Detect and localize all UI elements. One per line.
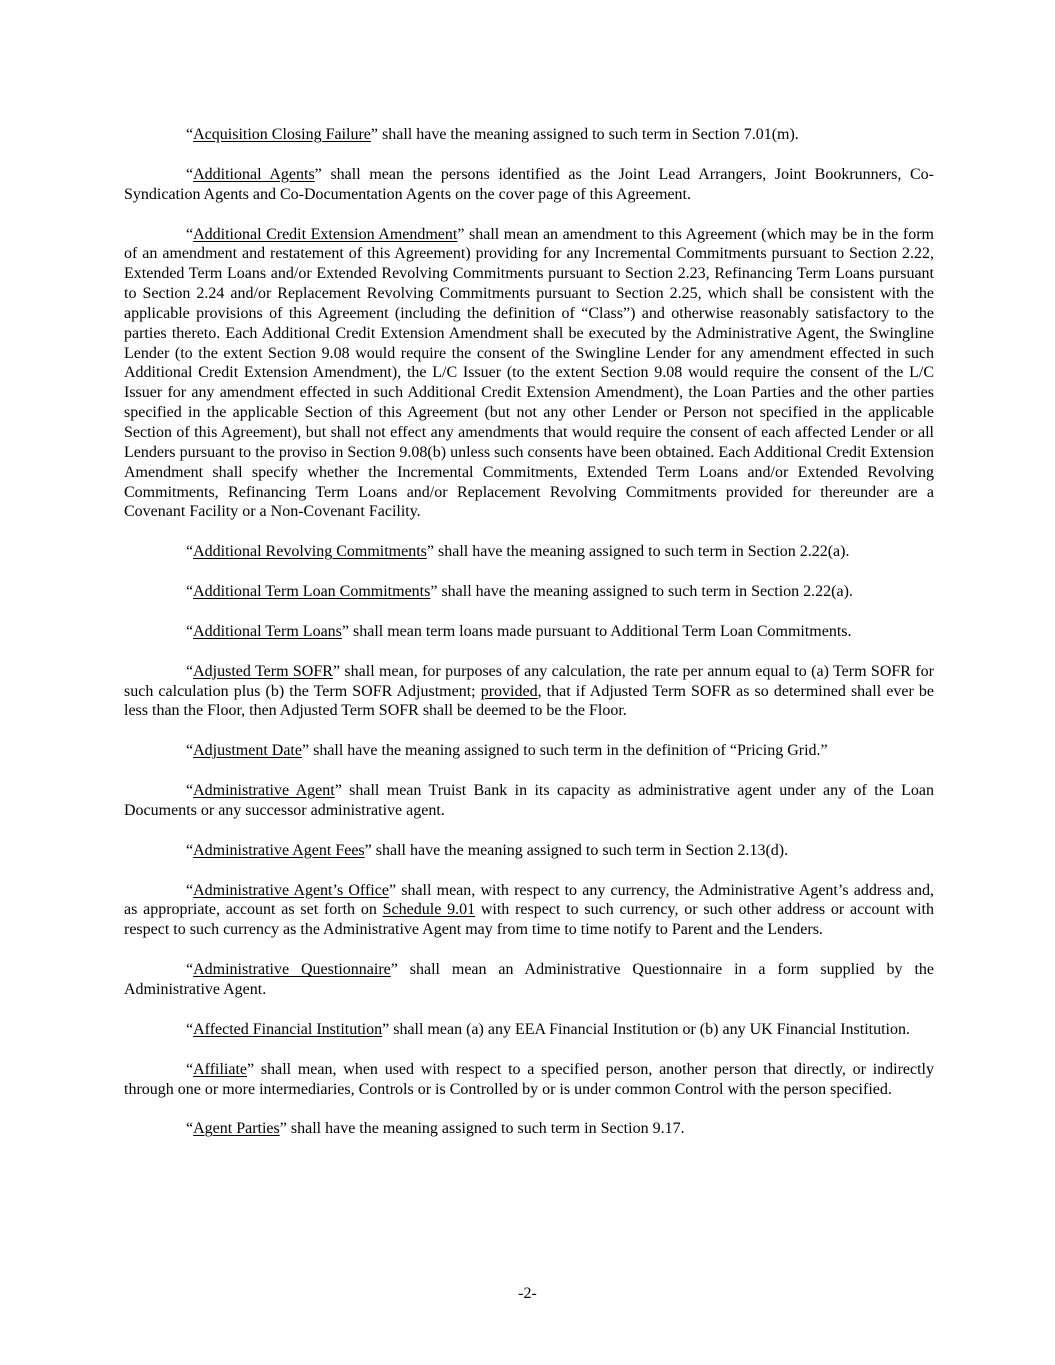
- open-quote: “: [186, 662, 194, 680]
- definition-text: ” shall mean, for purposes of any calculation, the rate per annum equal to (a) Term SOFR for such calculation plus (b) the Term SOFR Adjustment;: [124, 662, 934, 700]
- definition-text: ” shall mean an Administrative Questionnaire in a form supplied by the Administrative Agent.: [124, 961, 934, 998]
- definition-text: ” shall mean, with respect to any currency, the Administrative Agent’s address and, as appropriate, account as set forth on: [124, 881, 934, 919]
- open-quote: “: [186, 583, 194, 601]
- definitions-list: [124, 125, 934, 1139]
- defined-term: Additional Revolving Commitments: [193, 543, 427, 561]
- open-quote: “: [186, 782, 194, 800]
- definition-text: ” shall mean the persons identified as the Joint Lead Arrangers, Joint Bookrunners, Co-Syndication Agents and Co-Documentation Agents on the cover page of this Agreement.: [124, 165, 934, 203]
- defined-term: Agent Parties: [193, 1120, 280, 1138]
- definition-agent-parties: [124, 1119, 934, 1139]
- definition-text: ” shall mean term loans made pursuant to Additional Term Loan Commitments.: [341, 622, 852, 640]
- definition-text-continued: with respect to such currency, or such other address or account with respect to such currency as the Administrative Agent may from time to time notify to Parent and the Lenders.: [124, 901, 934, 939]
- defined-term: Administrative Questionnaire: [193, 961, 391, 979]
- definition-text: ” shall have the meaning assigned to such term in Section 7.01(m).: [370, 126, 799, 143]
- definition-text: ” shall mean (a) any EEA Financial Institution or (b) any UK Financial Institution.: [382, 1020, 910, 1038]
- open-quote: “: [186, 165, 194, 183]
- definition-administrative-agent: [124, 781, 934, 821]
- definition-text-continued: , that if Adjusted Term SOFR as so determined shall ever be less than the Floor, then Adjusted Term SOFR shall be deemed to be the Floor.: [124, 682, 934, 720]
- definition-additional-term-loan-commitments: [124, 582, 934, 602]
- definition-affected-financial-institution: [124, 1020, 934, 1040]
- defined-term: Affected Financial Institution: [193, 1020, 383, 1038]
- open-quote: “: [186, 961, 194, 979]
- defined-term: Additional Term Loans: [193, 622, 342, 640]
- defined-term: Affiliate: [193, 1060, 248, 1078]
- open-quote: “: [186, 1120, 194, 1138]
- defined-term: Adjusted Term SOFR: [193, 662, 333, 680]
- definition-additional-agents: [124, 165, 934, 205]
- definition-affiliate: [124, 1060, 934, 1100]
- defined-term: Acquisition Closing Failure: [193, 126, 371, 143]
- defined-term: Additional Term Loan Commitments: [193, 583, 431, 601]
- defined-term: Administrative Agent’s Office: [193, 881, 389, 899]
- definition-text: ” shall have the meaning assigned to such term in the definition of “Pricing Grid.”: [301, 742, 828, 760]
- defined-term: Adjustment Date: [193, 742, 302, 760]
- open-quote: “: [186, 841, 194, 859]
- defined-term: Additional Credit Extension Amendment: [193, 225, 458, 243]
- definition-administrative-agents-office: [124, 881, 934, 941]
- open-quote: “: [186, 543, 194, 561]
- defined-term: Administrative Agent Fees: [193, 841, 365, 859]
- open-quote: “: [186, 126, 194, 143]
- definition-text: ” shall mean, when used with respect to a specified person, another person that directly, or indirectly through one or more intermediaries, Controls or is Controlled by or is under common Control with the person specified.: [124, 1060, 934, 1098]
- definition-text: ” shall have the meaning assigned to such term in Section 9.17.: [279, 1120, 685, 1138]
- defined-term: Administrative Agent: [193, 782, 335, 800]
- open-quote: “: [186, 1060, 194, 1078]
- definition-administrative-agent-fees: [124, 841, 934, 861]
- open-quote: “: [186, 622, 194, 640]
- definition-adjustment-date: [124, 741, 934, 761]
- definition-acquisition-closing-failure: [124, 125, 934, 145]
- schedule-reference: Schedule 9.01: [382, 901, 476, 919]
- page-number: -2-: [518, 1285, 537, 1302]
- open-quote: “: [186, 1020, 194, 1038]
- definition-administrative-questionnaire: [124, 960, 934, 1000]
- underlined-word: provided: [480, 682, 538, 700]
- definition-text: ” shall have the meaning assigned to such term in Section 2.22(a).: [426, 543, 850, 561]
- open-quote: “: [186, 881, 194, 899]
- definition-text: ” shall mean an amendment to this Agreement (which may be in the form of an amendment and restatement of this Agreement) providing for any Incremental Commitments pursuant to Section 2.22, Extended Term Loans and/or Extended Revolving Commitments pursuant to Section 2.23, Refinancing Term Loans pursuant to Section 2.24 and/or Replacement Revolving Commitments pursuant to Section 2.25, which shall be consistent with the applicable provisions of this Agreement (including the definition of “Class”) and otherwise reasonably satisfactory to the parties thereto. Each Additional Credit Extension Amendment shall be executed by the Administrative Agent, the Swingline Lender (to the extent Section 9.08 would require the consent of the Swingline Lender for any amendment effected in such Additional Credit Extension Amendment), the L/C Issuer (to the extent Section 9.08 would require the consent of the L/C Issuer for any amendment effected in such Additional Credit Extension Amendment), the Loan Parties and the other parties specified in the applicable Section of this Agreement (but not any other Lender or Person not specified in the applicable Section of this Agreement), but shall not effect any amendments that would require the consent of each affected Lender or all Lenders pursuant to the proviso in Section 9.08(b) unless such consents have been obtained. Each Additional Credit Extension Amendment shall specify whether the Incremental Commitments, Extended Term Loans and/or Extended Revolving Commitments, Refinancing Term Loans and/or Replacement Revolving Commitments provided for thereunder are a Covenant Facility or a Non-Covenant Facility.: [124, 225, 934, 521]
- open-quote: “: [186, 225, 194, 243]
- definition-adjusted-term-sofr: [124, 662, 934, 722]
- definition-additional-credit-extension-amendment: [124, 225, 934, 523]
- definition-text: ” shall mean Truist Bank in its capacity as administrative agent under any of the Loan Documents or any successor administrative agent.: [124, 782, 934, 819]
- definition-additional-revolving-commitments: [124, 542, 934, 562]
- defined-term: Additional Agents: [193, 165, 315, 183]
- definition-text: ” shall have the meaning assigned to such term in Section 2.13(d).: [364, 841, 789, 859]
- definition-additional-term-loans: [124, 622, 934, 642]
- open-quote: “: [186, 742, 194, 760]
- definition-text: ” shall have the meaning assigned to such term in Section 2.22(a).: [430, 583, 853, 601]
